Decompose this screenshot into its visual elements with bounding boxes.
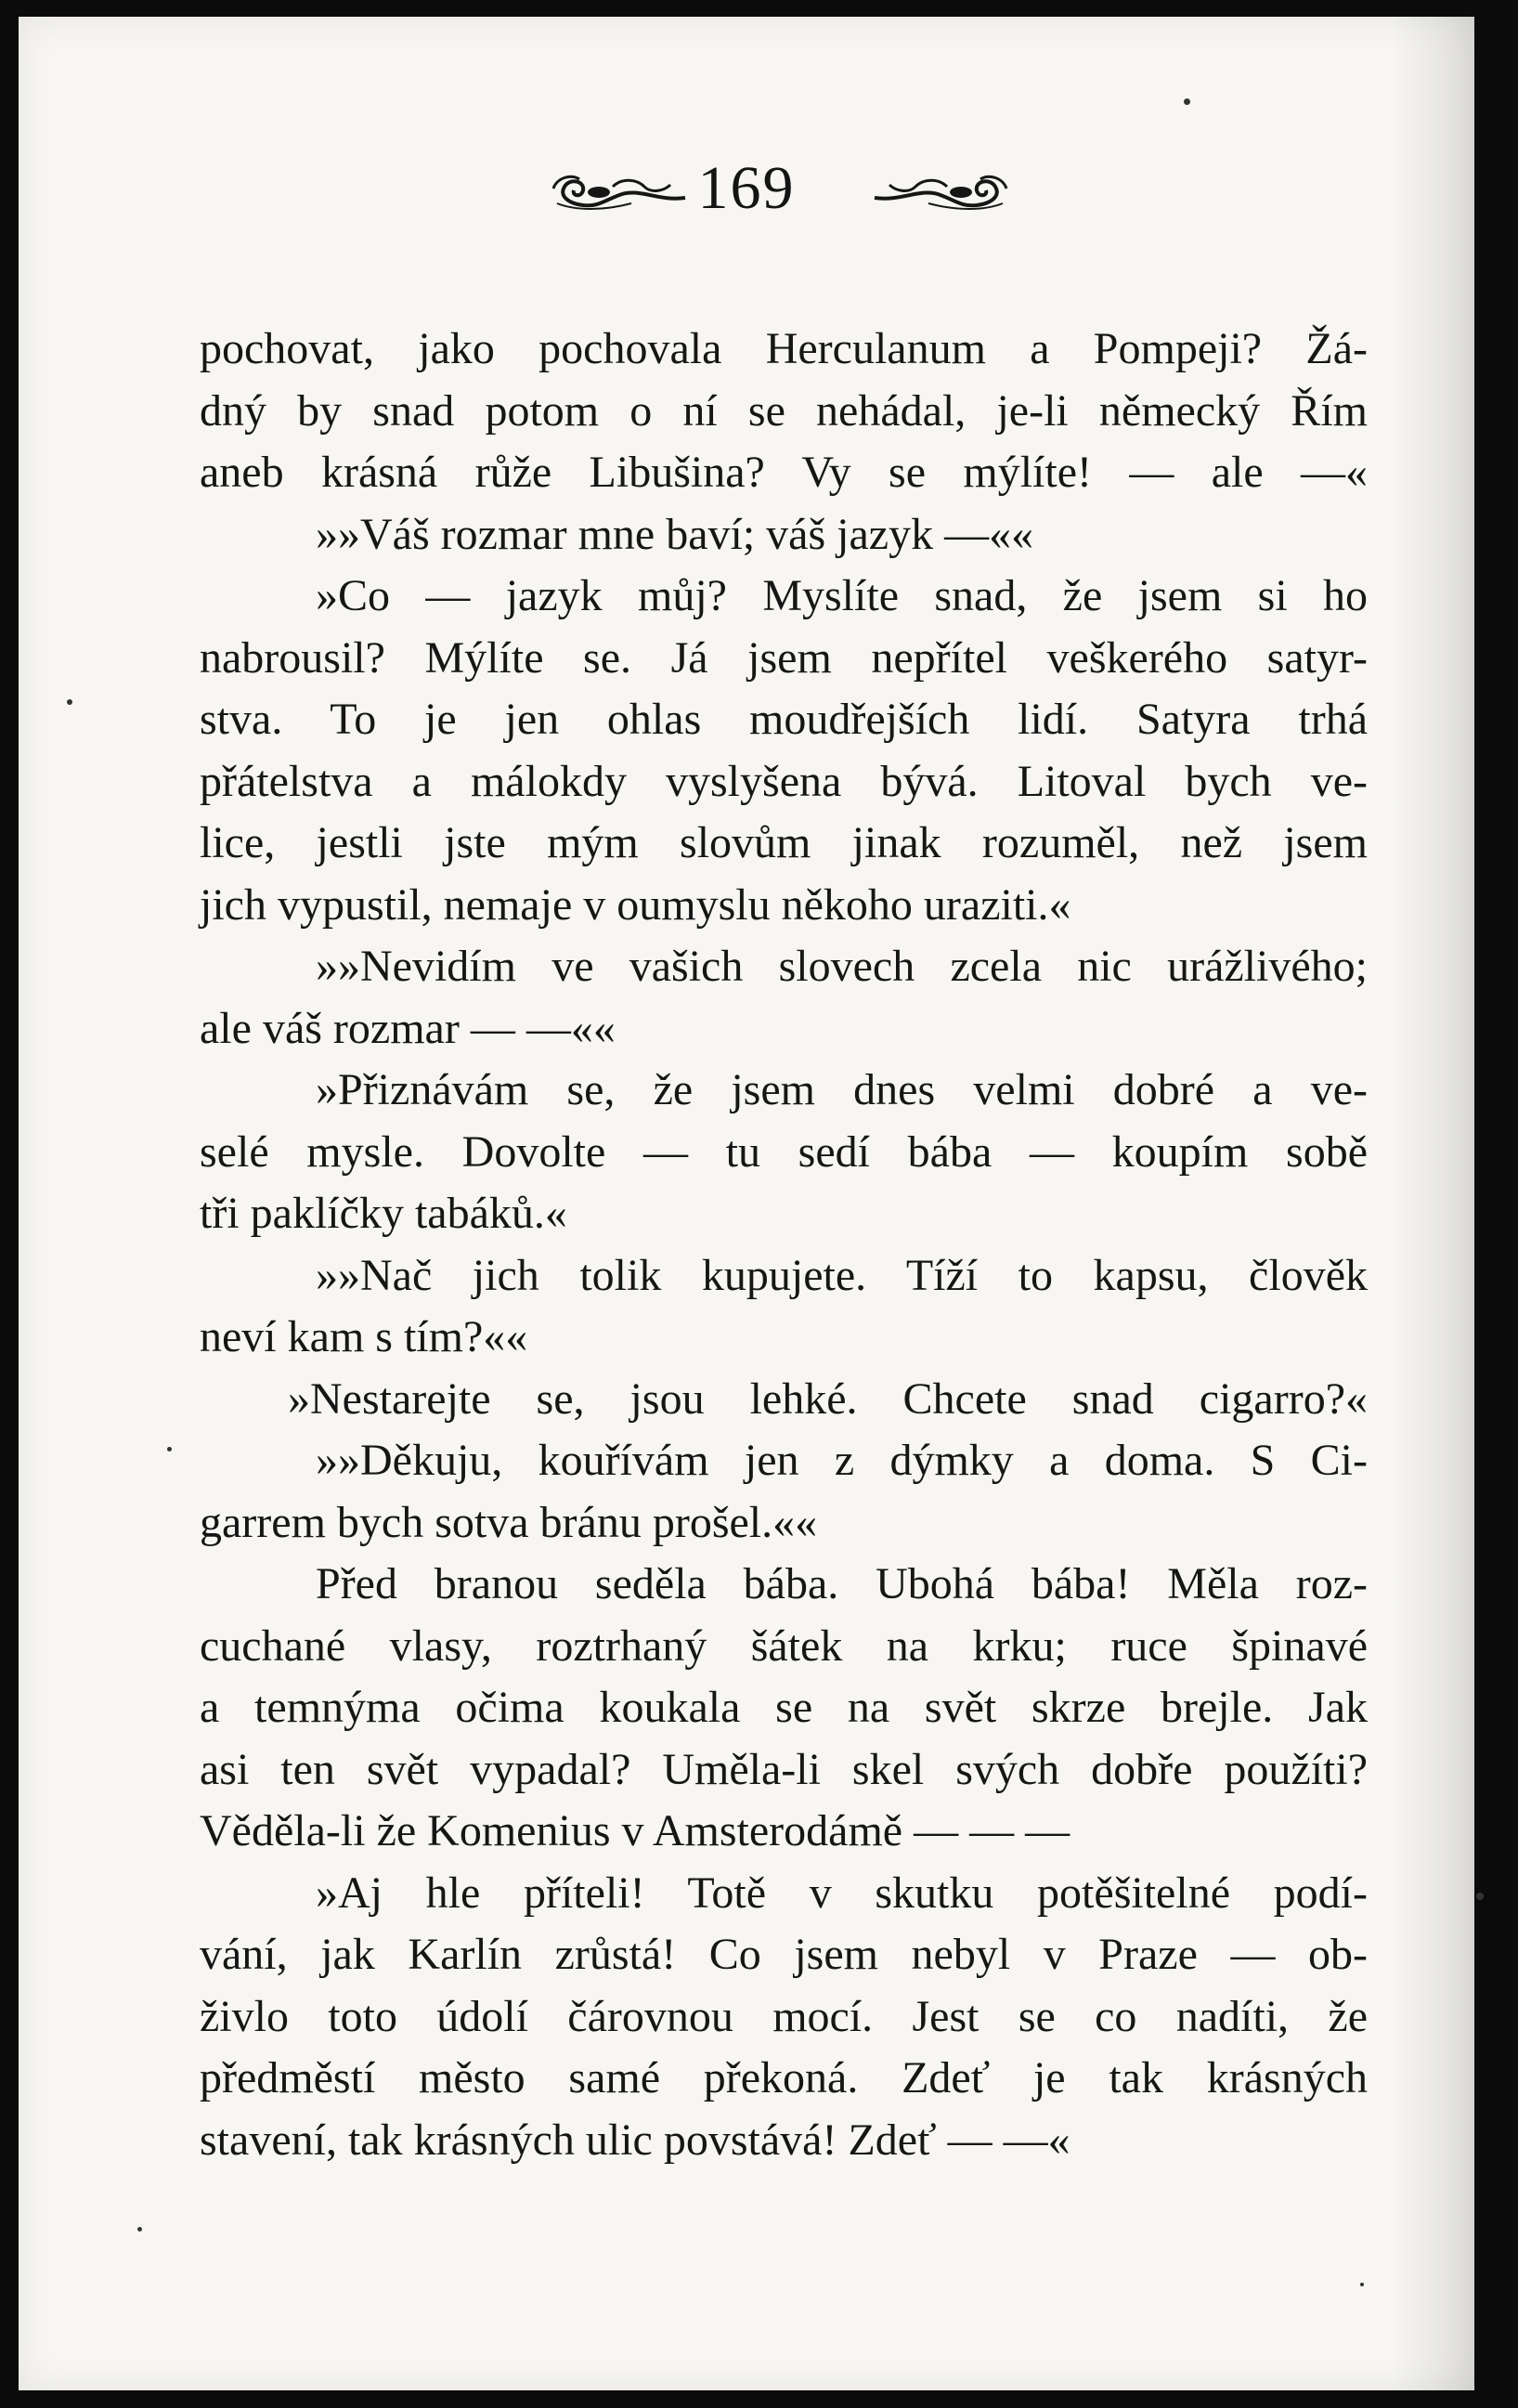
paper-speck [1184, 98, 1190, 105]
text-line: selé mysle. Dovolte — tu sedí bába — koupím sobě [200, 1126, 1368, 1177]
text-line: »Co — jazyk můj? Myslíte snad, že jsem si ho [316, 571, 1368, 620]
text-line: »»Nevidím ve vašich slovech zcela nic urážlivého; [316, 942, 1368, 991]
paper-speck [67, 699, 72, 705]
text-line: stavení, tak krásných ulic povstává! Zdeť — —« [200, 2115, 1070, 2165]
text-line: předměstí město samé překoná. Zdeť je tak krásných [200, 2053, 1368, 2102]
text-line: »Přiznávám se, že jsem dnes velmi dobré a ve- [316, 1065, 1368, 1114]
paper-speck [1360, 2283, 1364, 2286]
text-line: vání, jak Karlín zrůstá! Co jsem nebyl v Praze — ob- [200, 1930, 1368, 1979]
text-line: »»Nač jich tolik kupujete. Tíží to kapsu, člověk [316, 1250, 1368, 1300]
text-line: »»Váš rozmar mne baví; váš jazyk —«« [316, 509, 1034, 559]
text-line: dný by snad potom o ní se nehádal, je-li německý Řím [200, 385, 1368, 436]
text-line: »Aj hle příteli! Totě v skutku potěšitelné podí- [316, 1868, 1368, 1918]
paper-speck [167, 1447, 172, 1451]
text-line: asi ten svět vypadal? Uměla-li skel svých dobře použíti? [200, 1744, 1368, 1794]
text-line: Před branou seděla bába. Ubohá bába! Měla roz- [316, 1559, 1368, 1608]
text-line: živlo toto údolí čárovnou mocí. Jest se co nadíti, že [200, 1991, 1368, 2041]
text-line: tři paklíčky tabáků.« [200, 1189, 567, 1238]
text-line: nabrousil? Mýlíte se. Já jsem nepřítel veškerého satyr- [200, 632, 1368, 683]
text-line: ale váš rozmar — —«« [200, 1003, 616, 1053]
text-line: »Nestarejte se, jsou lehké. Chcete snad cigarro?« [288, 1373, 1368, 1424]
page-header [19, 151, 1474, 226]
text-line: pochovat, jako pochovala Herculanum a Pompeji? Žá- [200, 324, 1368, 373]
text-line: jich vypustil, nemaje v oumyslu někoho uraziti.« [200, 879, 1071, 930]
text-line: a temnýma očima koukala se na svět skrze brejle. Jak [200, 1683, 1368, 1732]
text-line: přátelstva a málokdy vyslyšena bývá. Litoval bych ve- [200, 756, 1368, 806]
text-line: garrem bych sotva bránu prošel.«« [200, 1497, 818, 1547]
text-line: stva. To je jen ohlas moudřejších lidí. Satyra trhá [200, 695, 1368, 744]
text-line: neví kam s tím?«« [200, 1312, 528, 1361]
text-line: »»Děkuju, kouřívám jen z dýmky a doma. S Ci- [316, 1436, 1368, 1485]
page-edge-shadow [1391, 17, 1474, 2390]
paper-speck [137, 2227, 142, 2232]
text-line: cuchané vlasy, roztrhaný šátek na krku; ruce špinavé [200, 1621, 1368, 1671]
body-text [200, 319, 1368, 2171]
right-floral-ornament-icon [873, 170, 1012, 213]
page-number: 169 [697, 154, 796, 222]
text-line: lice, jestli jste mým slovům jinak rozuměl, než jsem [200, 818, 1368, 867]
text-line: Věděla-li že Komenius v Amsterodámě — — — [200, 1806, 1070, 1855]
paper-speck [1476, 1893, 1484, 1900]
text-line: aneb krásná růže Libušina? Vy se mýlíte! — ale —« [200, 448, 1368, 497]
book-page [19, 17, 1474, 2390]
